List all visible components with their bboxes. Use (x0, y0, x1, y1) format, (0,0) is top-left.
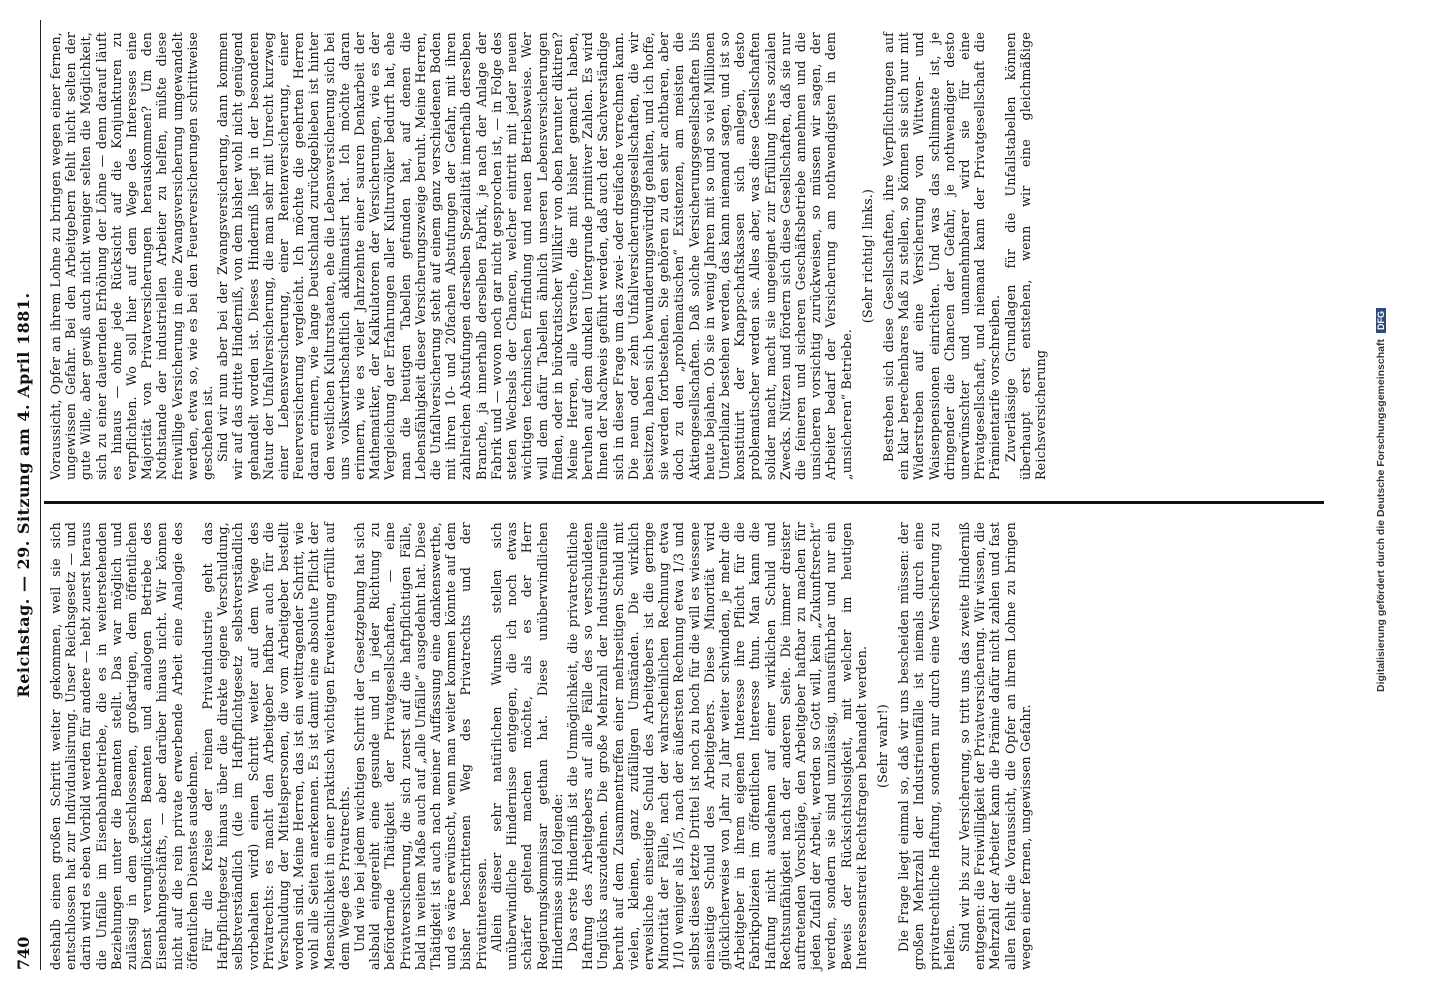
digitization-note (1375, 0, 1387, 1000)
paragraph: Allein dieser sehr natürlichen Wunsch stellen sich unüberwindliche Hindernisse entgegen, die ich noch etwas schärfer geltend machen möchte, als es der Herr Regierungskommissar gethan hat. Diese unüberwindlichen Hindernisse sind folgende: (488, 522, 565, 970)
left-column (48, 522, 1033, 970)
paragraph: Bestreben sich diese Gesellschaften, ihre Verpflichtungen auf ein klar berechenbares Maß zu stellen, so können sie sich nur mit Widerstreben auf eine Versicherung von Wittwen- und Waisenpensionen einrichten. Und was das schlimmste ist, je dringender die Chancen der Gefahr, je nothwendiger desto unerwünschter und unannehmbarer wird sie für eine Privatgesellschaft, und niemand kann der Privatgesellschaft die Prämientarife vorschreiben. (880, 32, 1003, 480)
paragraph: Und wie bei jedem wichtigen Schritt der Gesetzgebung hat sich alsbald eingereiht eine gesunde und in jeder Richtung zu befördernde Thätigkeit der Privatgesellschaften, — eine Privatversicherung, die sich zuerst auf die haftpflichtigen Fälle, bald in weitem Maße auch auf „alle Unfälle“ ausgedehnt hat. Diese Thätigkeit ist auch nach meiner Auffassung eine dankenswerthe, und es wäre erwünscht, wenn man weiter kommen könnte auf dem bisher beschrittenen Weg des Privatrechts und der Privatinteressen. (352, 522, 489, 970)
paragraph: Sind wir nun aber bei der Zwangsversicherung, dann kommen wir auf das dritte Hinderniß, von dem bisher wohl nicht genügend gehandelt worden ist. Dieses Hinderniß liegt in der besonderen Natur der Unfallversicherung, die man sehr mit Unrecht kurzweg einer Lebensversicherung, einer Rentenversicherung, einer Feuerversicherung vergleicht. Ich möchte die geehrten Herren daran erinnern, wie lange Deutschland zurückgeblieben ist hinter den westlichen Kulturstaaten, ehe die Lebensversicherung sich bei uns volkswirthschaftlich akklimatisirt hat. Ich möchte daran erinnern, wie es vieler Jahrzehnte einer sauren Denkarbeit der Mathematiker, der Kalkulatoren der Versicherungen, wie es der Vergleichung der Erfahrungen aller Kulturvölker bedurft hat, ehe man die heutigen Tabellen gefunden hat, auf denen die Lebensfähigkeit dieser Versicherungszweige beruht. Meine Herren, die Unfallversicherung steht auf einem ganz verschiedenen Boden mit ihren 10- und 20fachen Abstufungen der Gefahr, mit ihren zahlreichen Abstufungen derselben Spezialität innerhalb derselben Branche, ja innerhalb derselben Fabrik, je nach der Anlage der Fabrik und — wovon noch gar nicht gesprochen ist, — in Folge des steten Wechsels der Chancen, welcher eintritt mit jeder neuen wichtigen technischen Erfindung und neuen Betriebsweise. Wer will dem dafür Tabellen ähnlich unseren Lebensversicherungen finden, oder in bürokratischer Willkür von oben herunter diktiren? Meine Herren, alle Versuche, die mit bisher gemacht haben, beruhen auf dem dunklen Untergrunde primitiver Zahlen. Es wird Ihnen der Nachweis geführt werden, daß auch der Sachverständige sich in dieser Frage um das zwei- oder dreifache verrechnen kann. Die neun oder zehn Unfallversicherungsgesellschaften, die wir besitzen, haben sich bewunderungswürdig gehalten, und ich hoffe, sie werden fortbestehen. Sie gehören zu den sehr achtbaren, aber doch zu den „problematischen“ Existenzen, am meisten die Aktiengesellschaften. Daß solche Versicherungsgesellschaften bis heute bejahen. Ob sie in wenig Jahren mit so und so viel Millionen Unterbilanz bestehen werden, das kann niemand sagen, und ist so konstituirt der Knappschaftskassen sich anlegen, desto problematischer werden sie. Alles aber, was diese Gesellschaften solider macht, macht sie ungeeignet zur Erfüllung ihres sozialen Zwecks. Nützen und fördern sich diese Gesellschaften, daß sie nur die feineren und sicheren Geschäftsbetriebe annehmen und die unsicheren vorsichtig zurückweisen, so müssen wir sagen, der Arbeiter bedarf der Versicherung am nothwendigsten in dem „unsicheren“ Betriebe. (215, 32, 854, 480)
applause-note: (Sehr wahr!) (874, 704, 890, 788)
dfg-logo: DFG (1376, 308, 1386, 333)
header-rule (40, 20, 41, 970)
applause-note: (Sehr richtig! links.) (859, 188, 875, 324)
digitization-text: Digitalisierung gefördert durch die Deutsche Forschungsgemeinschaft (1375, 339, 1387, 692)
page-title: Reichstag. — 29. Sitzung am 4. April 1881. (14, 292, 33, 698)
paragraph: Voraussicht, Opfer an ihrem Lohne zu bringen wegen einer fernen, ungewissen Gefahr. Bei den Arbeitgebern fehlt nicht selten der gute Wille, aber gewiß auch nicht weniger selten die Möglichkeit, sich zu einer dauernden Erhöhung der Löhne — denn darauf läuft es hinaus — ohne jede Rücksicht auf die Konjunkturen zu verpflichten. Wo soll hier auf dem Wege des Interesses eine Majorität von Privatversicherungen herauskommen? Um den Nothstande der industriellen Arbeiter zu helfen, müßte diese freiwillige Versicherung in eine Zwangsversicherung umgewandelt werden, etwa so, wie es bei den Feuerversicherungen schrittweise geschehen ist. (48, 32, 216, 480)
page-number: 740 (14, 936, 33, 970)
paragraph: Die Frage liegt einmal so, daß wir uns bescheiden müssen: der großen Mehrzahl der Industrieunfälle ist niemals durch eine privatrechtliche Haftung, sondern nur durch eine Versicherung zu helfen. (896, 522, 957, 970)
column-divider (44, 501, 1324, 504)
right-column (48, 32, 1048, 480)
paragraph: Zuverlässige Grundlagen für die Unfallstabellen können überhaupt erst entstehen, wenn wir eine gleichmäßige Reichsversicherung (1002, 32, 1048, 480)
paragraph: Für die Kreise der reinen Privatindustrie geht das Haftpflichtgesetz hinaus über die direkte eigene Verschuldung, selbstverständlich (die im Haftpflichtgesetz selbstverständlich vorbehalten wird) einen Schritt weiter auf dem Wege des Privatrechts: es macht den Arbeitgeber haftbar auch für die Verschuldung der Mittelspersonen, die vom Arbeitgeber bestellt worden sind. Meine Herren, das ist ein weittragender Schritt, wie wohl alle Seiten anerkennen. Es ist damit eine absolute Pflicht der Menschlichkeit in einer praktisch wichtigen Erweiterung erfüllt auf dem Wege des Privatrechts. (200, 522, 352, 970)
paragraph: deshalb einen großen Schritt weiter gekommen, weil sie sich entschlossen hat zur Individualisirung. Unser Reichsgesetz — und darin wird es eben Vorbild werden für andere — hebt zuerst heraus die Unfälle im Eisenbahnbetriebe, die es in weiterstehenden Beziehungen unter die Beamten stellt. Das war möglich und zulässig in dem geschlossenen, großartigen, dem öffentlichen Dienst verunglückten Beamten und analogen Betriebe des Eisenbahngeschäfts, — aber darüber hinaus nicht. Wir können nicht auf die rein private erwerbende Arbeit eine Analogie des öffentlichen Dienstes ausdehnen. (48, 522, 200, 970)
paragraph: Sind wir bis zur Versicherung, so tritt uns das zweite Hinderniß entgegen: die Freiwilligkeit der Privatversicherung. Wir wissen, die Mehrzahl der Arbeiter kann die Prämie dafür nicht zahlen und fast allen fehlt die Voraussicht, die Opfer an ihrem Lohne zu bringen wegen einer fernen, ungewissen Gefahr. (956, 522, 1033, 970)
paragraph: Das erste Hinderniß ist die Unmöglichkeit, die privatrechtliche Haftung des Arbeitgebers auf alle Fälle des so verschuldeten Unglücks auszudehnen. Die große Mehrzahl der Industrieunfälle beruht auf dem Zusammentreffen einer mehrseitigen Schuld mit vielen, kleinen, ganz zufälligen Umständen. Die wirklich erweisliche einseitige Schuld des Arbeitgebers ist die geringe Minorität der Fälle, nach der wahrscheinlichen Rechnung etwa 1/10 weniger als 1/5, nach der äußersten Rechnung etwa 1/3 und selbst dieses letzte Drittel ist noch zu hoch für die will es wiessene einseitige Schuld des Arbeitgebers. Diese Minorität wird glücklicherweise von Jahr zu Jahr weiter schwinden, je mehr die Arbeitgeber in ihrem eigenen Interesse ihre Pflicht für die Fabrikpolizeien im öffentlichen Interesse thun. Man kann die Haftung nicht ausdehnen auf einer wirklichen Schuld und Rechtsunfähigkeit nach der anderen Seite. Die immer dreister auftretenden Vorschläge, den Arbeitgeber haftbar zu machen für jeden Zufall der Arbeit, werden so Gott will, kein „Zukunftsrecht“ werden, sondern sie sind unzulässig, unausführbar und nur ein Beweis der Rücksichtslosigkeit, mit welcher im heutigen Interessenstreit Rechtsfragen behandelt werden. (564, 522, 869, 970)
